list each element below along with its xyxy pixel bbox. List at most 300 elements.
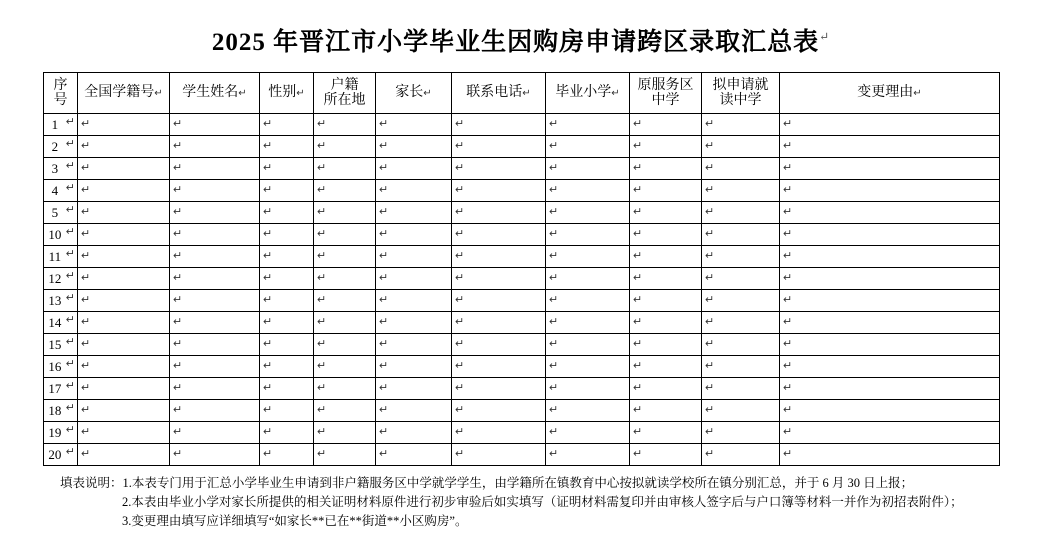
table-cell-target_school[interactable] — [702, 136, 780, 158]
paragraph-mark-icon: ↵ — [633, 338, 643, 350]
table-cell-target_school[interactable] — [702, 400, 780, 422]
table-cell-guardian[interactable] — [376, 180, 452, 202]
table-cell-national_id[interactable] — [78, 224, 170, 246]
table-cell-student_name[interactable] — [170, 180, 260, 202]
table-cell-household[interactable] — [314, 422, 376, 444]
paragraph-mark-icon: ↵ — [65, 203, 75, 216]
table-cell-primary_school[interactable] — [546, 158, 630, 180]
paragraph-mark-icon: ↵ — [705, 162, 715, 174]
col-header-reason-label: 变更理由 — [857, 85, 914, 101]
table-cell-household[interactable] — [314, 114, 376, 136]
table-cell-reason[interactable] — [780, 334, 1000, 356]
table-cell-guardian[interactable] — [376, 400, 452, 422]
col-header-gender — [260, 73, 314, 114]
table-cell-gender[interactable] — [260, 312, 314, 334]
paragraph-mark-icon: ↵ — [455, 184, 465, 196]
table-cell-phone[interactable] — [452, 158, 546, 180]
paragraph-mark-icon: ↵ — [65, 181, 75, 194]
table-cell-phone[interactable] — [452, 334, 546, 356]
table-cell-student_name[interactable] — [170, 290, 260, 312]
row-index-label: 10 — [48, 226, 62, 242]
table-cell-national_id[interactable] — [78, 114, 170, 136]
paragraph-mark-icon: ↵ — [549, 206, 559, 218]
table-cell-primary_school[interactable] — [546, 356, 630, 378]
instructions-line-2 — [60, 493, 1002, 512]
table-cell-national_id[interactable] — [78, 400, 170, 422]
paragraph-mark-icon: ↵ — [633, 426, 643, 438]
paragraph-mark-icon: ↵ — [379, 448, 389, 460]
paragraph-mark-icon: ↵ — [296, 88, 305, 100]
table-cell-gender[interactable] — [260, 268, 314, 290]
table-cell-phone[interactable] — [452, 268, 546, 290]
table-row — [44, 334, 1000, 356]
table-cell-primary_school[interactable] — [546, 136, 630, 158]
paragraph-mark-icon: ↵ — [317, 316, 327, 328]
paragraph-mark-icon: ↵ — [263, 206, 273, 218]
paragraph-mark-icon: ↵ — [705, 448, 715, 460]
table-cell-student_name[interactable] — [170, 114, 260, 136]
table-cell-student_name[interactable] — [170, 312, 260, 334]
paragraph-mark-icon: ↵ — [154, 88, 163, 100]
paragraph-mark-icon: ↵ — [379, 140, 389, 152]
paragraph-mark-icon: ↵ — [549, 404, 559, 416]
paragraph-mark-icon: ↵ — [317, 162, 327, 174]
paragraph-mark-icon: ↵ — [81, 448, 91, 460]
table-cell-original_school[interactable] — [630, 202, 702, 224]
table-cell-guardian[interactable] — [376, 224, 452, 246]
table-cell-phone[interactable] — [452, 400, 546, 422]
row-index-label: 2 — [51, 138, 59, 154]
table-cell-household[interactable] — [314, 356, 376, 378]
table-cell-phone[interactable] — [452, 246, 546, 268]
col-header-reason — [780, 73, 1000, 114]
table-cell-primary_school[interactable] — [546, 334, 630, 356]
page-title — [0, 0, 1042, 72]
paragraph-mark-icon: ↵ — [379, 250, 389, 262]
table-cell-primary_school[interactable] — [546, 180, 630, 202]
paragraph-mark-icon: ↵ — [263, 184, 273, 196]
table-cell-phone[interactable] — [452, 202, 546, 224]
table-cell-original_school[interactable] — [630, 224, 702, 246]
table-header-row — [44, 73, 1000, 114]
paragraph-mark-icon: ↵ — [455, 250, 465, 262]
paragraph-mark-icon: ↵ — [705, 250, 715, 262]
table-cell-original_school[interactable] — [630, 378, 702, 400]
paragraph-mark-icon: ↵ — [379, 404, 389, 416]
row-index-label: 3 — [51, 160, 59, 176]
table-cell-reason[interactable] — [780, 268, 1000, 290]
paragraph-mark-icon: ↵ — [65, 445, 75, 458]
table-cell-gender[interactable] — [260, 202, 314, 224]
table-cell-target_school[interactable] — [702, 422, 780, 444]
table-cell-student_name[interactable] — [170, 224, 260, 246]
table-cell-gender[interactable] — [260, 334, 314, 356]
table-cell-reason[interactable] — [780, 444, 1000, 466]
table-cell-gender[interactable] — [260, 356, 314, 378]
paragraph-mark-icon: ↵ — [81, 184, 91, 196]
paragraph-mark-icon: ↵ — [263, 426, 273, 438]
row-index-label: 20 — [48, 446, 62, 462]
paragraph-mark-icon: ↵ — [379, 316, 389, 328]
paragraph-mark-icon: ↵ — [633, 294, 643, 306]
table-cell-original_school[interactable] — [630, 312, 702, 334]
paragraph-mark-icon: ↵ — [633, 448, 643, 460]
table-cell-gender[interactable] — [260, 180, 314, 202]
table-cell-reason[interactable] — [780, 422, 1000, 444]
table-cell-household[interactable] — [314, 312, 376, 334]
table-cell-student_name[interactable] — [170, 334, 260, 356]
table-cell-gender[interactable] — [260, 400, 314, 422]
paragraph-mark-icon: ↵ — [173, 184, 183, 196]
paragraph-mark-icon: ↵ — [705, 404, 715, 416]
paragraph-mark-icon: ↵ — [81, 316, 91, 328]
paragraph-mark-icon: ↵ — [65, 159, 75, 172]
paragraph-mark-icon: ↵ — [263, 228, 273, 240]
paragraph-mark-icon: ↵ — [173, 140, 183, 152]
table-cell-household[interactable] — [314, 224, 376, 246]
paragraph-mark-icon: ↵ — [705, 228, 715, 240]
table-cell-target_school[interactable] — [702, 224, 780, 246]
paragraph-mark-icon: ↵ — [705, 360, 715, 372]
table-cell-original_school[interactable] — [630, 444, 702, 466]
paragraph-mark-icon: ↵ — [81, 228, 91, 240]
table-cell-guardian[interactable] — [376, 202, 452, 224]
table-cell-national_id[interactable] — [78, 268, 170, 290]
table-cell-reason[interactable] — [780, 114, 1000, 136]
table-cell-original_school[interactable] — [630, 290, 702, 312]
table-cell-reason[interactable] — [780, 246, 1000, 268]
table-cell-household[interactable] — [314, 246, 376, 268]
paragraph-mark-icon: ↵ — [633, 250, 643, 262]
row-index-label: 4 — [51, 182, 59, 198]
table-cell-national_id[interactable] — [78, 246, 170, 268]
table-body — [44, 114, 1000, 466]
table-cell-reason[interactable] — [780, 378, 1000, 400]
table-cell-gender[interactable] — [260, 246, 314, 268]
table-cell-student_name[interactable] — [170, 356, 260, 378]
table-cell-primary_school[interactable] — [546, 268, 630, 290]
paragraph-mark-icon: ↵ — [173, 338, 183, 350]
paragraph-mark-icon: ↵ — [173, 382, 183, 394]
table-cell-primary_school[interactable] — [546, 246, 630, 268]
table-cell-primary_school[interactable] — [546, 422, 630, 444]
table-cell-original_school[interactable] — [630, 180, 702, 202]
table-cell-phone[interactable] — [452, 224, 546, 246]
paragraph-mark-icon: ↵ — [633, 184, 643, 196]
paragraph-mark-icon: ↵ — [549, 184, 559, 196]
table-cell-target_school[interactable] — [702, 356, 780, 378]
table-cell-original_school[interactable] — [630, 400, 702, 422]
paragraph-mark-icon: ↵ — [379, 426, 389, 438]
table-cell-household[interactable] — [314, 136, 376, 158]
paragraph-mark-icon: ↵ — [263, 338, 273, 350]
table-cell-household[interactable] — [314, 180, 376, 202]
table-cell-phone[interactable] — [452, 422, 546, 444]
paragraph-mark-icon: ↵ — [705, 140, 715, 152]
paragraph-mark-icon: ↵ — [81, 338, 91, 350]
table-cell-student_name[interactable] — [170, 136, 260, 158]
paragraph-mark-icon: ↵ — [65, 401, 75, 414]
table-cell-reason[interactable] — [780, 290, 1000, 312]
table-cell-student_name[interactable] — [170, 268, 260, 290]
paragraph-mark-icon: ↵ — [705, 382, 715, 394]
table-cell-phone[interactable] — [452, 180, 546, 202]
table-row — [44, 224, 1000, 246]
table-cell-reason[interactable] — [780, 202, 1000, 224]
table-cell-national_id[interactable] — [78, 356, 170, 378]
paragraph-mark-icon: ↵ — [263, 294, 273, 306]
table-cell-gender[interactable] — [260, 224, 314, 246]
paragraph-mark-icon: ↵ — [317, 294, 327, 306]
paragraph-mark-icon: ↵ — [263, 140, 273, 152]
table-cell-original_school[interactable] — [630, 246, 702, 268]
paragraph-mark-icon: ↵ — [783, 426, 793, 438]
table-cell-guardian[interactable] — [376, 114, 452, 136]
table-cell-guardian[interactable] — [376, 268, 452, 290]
paragraph-mark-icon: ↵ — [173, 294, 183, 306]
paragraph-mark-icon: ↵ — [81, 162, 91, 174]
table-cell-target_school[interactable] — [702, 246, 780, 268]
table-cell-reason[interactable] — [780, 356, 1000, 378]
table-cell-guardian[interactable] — [376, 378, 452, 400]
instructions-line-3 — [60, 512, 1002, 531]
table-cell-primary_school[interactable] — [546, 378, 630, 400]
table-cell-gender[interactable] — [260, 378, 314, 400]
table-cell-student_name[interactable] — [170, 158, 260, 180]
table-cell-national_id[interactable] — [78, 290, 170, 312]
table-cell-original_school[interactable] — [630, 268, 702, 290]
row-index-cell — [44, 290, 78, 312]
table-cell-national_id[interactable] — [78, 444, 170, 466]
table-cell-reason[interactable] — [780, 312, 1000, 334]
table-cell-guardian[interactable] — [376, 356, 452, 378]
row-index-cell — [44, 114, 78, 136]
paragraph-mark-icon: ↵ — [263, 448, 273, 460]
paragraph-mark-icon: ↵ — [317, 118, 327, 130]
row-index-label: 17 — [48, 380, 62, 396]
table-cell-guardian[interactable] — [376, 444, 452, 466]
row-index-label: 14 — [48, 314, 62, 330]
instructions-line-1 — [60, 474, 1002, 493]
table-cell-national_id[interactable] — [78, 422, 170, 444]
table-cell-student_name[interactable] — [170, 246, 260, 268]
paragraph-mark-icon: ↵ — [317, 404, 327, 416]
table-cell-primary_school[interactable] — [546, 290, 630, 312]
table-cell-household[interactable] — [314, 268, 376, 290]
table-cell-target_school[interactable] — [702, 158, 780, 180]
paragraph-mark-icon: ↵ — [173, 316, 183, 328]
table-cell-phone[interactable] — [452, 312, 546, 334]
paragraph-mark-icon: ↵ — [65, 291, 75, 304]
paragraph-mark-icon: ↵ — [81, 404, 91, 416]
table-cell-student_name[interactable] — [170, 400, 260, 422]
table-cell-guardian[interactable] — [376, 422, 452, 444]
table-cell-guardian[interactable] — [376, 136, 452, 158]
table-cell-target_school[interactable] — [702, 114, 780, 136]
col-header-original-school-line2: 中学 — [651, 93, 680, 108]
page-title-text: 2025 年晋江市小学毕业生因购房申请跨区录取汇总表 — [211, 29, 820, 56]
table-cell-national_id[interactable] — [78, 202, 170, 224]
table-cell-target_school[interactable] — [702, 312, 780, 334]
table-cell-guardian[interactable] — [376, 290, 452, 312]
table-cell-student_name[interactable] — [170, 444, 260, 466]
col-header-student-name-label: 学生姓名 — [182, 85, 239, 101]
table-cell-reason[interactable] — [780, 180, 1000, 202]
table-cell-primary_school[interactable] — [546, 114, 630, 136]
table-cell-phone[interactable] — [452, 378, 546, 400]
table-cell-gender[interactable] — [260, 136, 314, 158]
table-cell-original_school[interactable] — [630, 114, 702, 136]
table-cell-target_school[interactable] — [702, 290, 780, 312]
paragraph-mark-icon: ↵ — [455, 228, 465, 240]
table-cell-target_school[interactable] — [702, 180, 780, 202]
table-cell-student_name[interactable] — [170, 378, 260, 400]
table-cell-gender[interactable] — [260, 444, 314, 466]
paragraph-mark-icon: ↵ — [317, 272, 327, 284]
table-cell-household[interactable] — [314, 400, 376, 422]
paragraph-mark-icon: ↵ — [549, 272, 559, 284]
table-cell-original_school[interactable] — [630, 136, 702, 158]
table-cell-original_school[interactable] — [630, 356, 702, 378]
table-cell-guardian[interactable] — [376, 312, 452, 334]
paragraph-mark-icon: ↵ — [633, 140, 643, 152]
table-cell-target_school[interactable] — [702, 202, 780, 224]
paragraph-mark-icon: ↵ — [633, 360, 643, 372]
instructions-item-2: 2.本表由毕业小学对家长所提供的相关证明材料原件进行初步审验后如实填写（证明材料需复印并由审核人签字后与户口簿等材料一并作为初招表附件）； — [122, 494, 963, 509]
table-cell-primary_school[interactable] — [546, 400, 630, 422]
paragraph-mark-icon: ↵ — [783, 206, 793, 218]
table-cell-phone[interactable] — [452, 114, 546, 136]
table-cell-original_school[interactable] — [630, 158, 702, 180]
table-cell-national_id[interactable] — [78, 136, 170, 158]
table-cell-household[interactable] — [314, 202, 376, 224]
table-cell-phone[interactable] — [452, 290, 546, 312]
paragraph-mark-icon: ↵ — [455, 382, 465, 394]
table-cell-target_school[interactable] — [702, 378, 780, 400]
paragraph-mark-icon: ↵ — [173, 228, 183, 240]
table-cell-gender[interactable] — [260, 158, 314, 180]
col-header-original-school-line1: 原服务区 — [637, 77, 694, 93]
paragraph-mark-icon: ↵ — [81, 272, 91, 284]
table-cell-national_id[interactable] — [78, 158, 170, 180]
table-cell-target_school[interactable] — [702, 334, 780, 356]
table-cell-household[interactable] — [314, 334, 376, 356]
paragraph-mark-icon: ↵ — [705, 272, 715, 284]
table-cell-original_school[interactable] — [630, 334, 702, 356]
table-cell-target_school[interactable] — [702, 268, 780, 290]
paragraph-mark-icon: ↵ — [455, 360, 465, 372]
table-row — [44, 422, 1000, 444]
table-cell-reason[interactable] — [780, 136, 1000, 158]
row-index-cell — [44, 334, 78, 356]
table-cell-primary_school[interactable] — [546, 312, 630, 334]
table-row — [44, 202, 1000, 224]
paragraph-mark-icon: ↵ — [65, 137, 75, 150]
table-cell-guardian[interactable] — [376, 334, 452, 356]
table-cell-reason[interactable] — [780, 224, 1000, 246]
table-cell-household[interactable] — [314, 444, 376, 466]
row-index-cell — [44, 246, 78, 268]
table-cell-household[interactable] — [314, 290, 376, 312]
table-cell-phone[interactable] — [452, 444, 546, 466]
paragraph-mark-icon: ↵ — [549, 448, 559, 460]
col-header-guardian-label: 家长 — [395, 85, 424, 101]
paragraph-mark-icon: ↵ — [549, 338, 559, 350]
paragraph-mark-icon: ↵ — [173, 250, 183, 262]
col-header-household-line2: 所在地 — [323, 93, 366, 108]
table-cell-primary_school[interactable] — [546, 224, 630, 246]
table-cell-national_id[interactable] — [78, 334, 170, 356]
paragraph-mark-icon: ↵ — [783, 250, 793, 262]
table-cell-household[interactable] — [314, 378, 376, 400]
row-index-cell — [44, 158, 78, 180]
paragraph-mark-icon: ↵ — [455, 426, 465, 438]
paragraph-mark-icon: ↵ — [81, 118, 91, 130]
paragraph-mark-icon: ↵ — [455, 404, 465, 416]
row-index-cell — [44, 356, 78, 378]
paragraph-mark-icon: ↵ — [705, 316, 715, 328]
paragraph-mark-icon: ↵ — [455, 338, 465, 350]
table-cell-reason[interactable] — [780, 158, 1000, 180]
paragraph-mark-icon: ↵ — [173, 360, 183, 372]
table-cell-student_name[interactable] — [170, 202, 260, 224]
table-cell-national_id[interactable] — [78, 180, 170, 202]
paragraph-mark-icon: ↵ — [65, 379, 75, 392]
table-row — [44, 312, 1000, 334]
table-cell-phone[interactable] — [452, 356, 546, 378]
paragraph-mark-icon: ↵ — [81, 294, 91, 306]
table-cell-household[interactable] — [314, 158, 376, 180]
table-cell-national_id[interactable] — [78, 312, 170, 334]
paragraph-mark-icon: ↵ — [238, 88, 247, 100]
paragraph-mark-icon: ↵ — [379, 228, 389, 240]
instructions-label: 填表说明： — [60, 476, 123, 490]
table-cell-reason[interactable] — [780, 400, 1000, 422]
table-cell-guardian[interactable] — [376, 246, 452, 268]
paragraph-mark-icon: ↵ — [633, 206, 643, 218]
col-header-gender-label: 性别 — [268, 85, 297, 101]
paragraph-mark-icon: ↵ — [263, 316, 273, 328]
paragraph-mark-icon: ↵ — [173, 448, 183, 460]
paragraph-mark-icon: ↵ — [783, 162, 793, 174]
col-header-primary-school — [546, 73, 630, 114]
table-cell-guardian[interactable] — [376, 158, 452, 180]
table-cell-student_name[interactable] — [170, 422, 260, 444]
paragraph-mark-icon: ↵ — [317, 184, 327, 196]
table-cell-gender[interactable] — [260, 422, 314, 444]
table-cell-phone[interactable] — [452, 136, 546, 158]
paragraph-mark-icon: ↵ — [455, 206, 465, 218]
col-header-national-id — [78, 73, 170, 114]
paragraph-mark-icon: ↵ — [65, 247, 75, 260]
row-index-cell — [44, 400, 78, 422]
table-cell-national_id[interactable] — [78, 378, 170, 400]
table-cell-primary_school[interactable] — [546, 444, 630, 466]
applicants-table — [43, 72, 1000, 466]
row-index-cell — [44, 378, 78, 400]
table-cell-gender[interactable] — [260, 290, 314, 312]
col-header-target-school-line1: 拟申请就 — [712, 77, 769, 93]
paragraph-mark-icon: ↵ — [549, 360, 559, 372]
table-cell-gender[interactable] — [260, 114, 314, 136]
paragraph-mark-icon: ↵ — [81, 250, 91, 262]
paragraph-mark-icon: ↵ — [263, 404, 273, 416]
table-cell-original_school[interactable] — [630, 422, 702, 444]
paragraph-mark-icon: ↵ — [317, 250, 327, 262]
paragraph-mark-icon: ↵ — [81, 206, 91, 218]
table-cell-target_school[interactable] — [702, 444, 780, 466]
table-cell-primary_school[interactable] — [546, 202, 630, 224]
